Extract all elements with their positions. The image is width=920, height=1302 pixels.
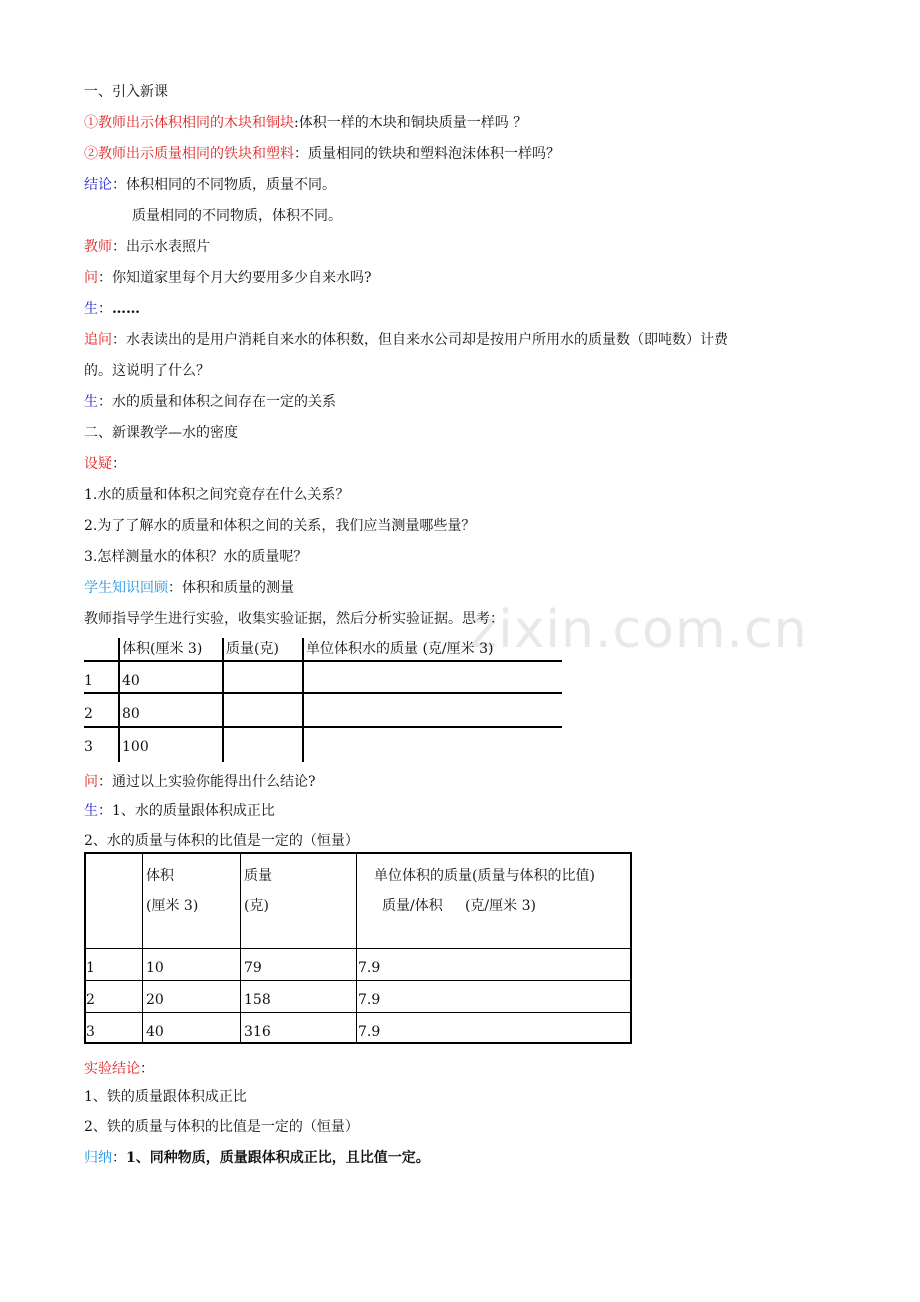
- followup-sep: ：: [112, 332, 126, 348]
- water-point-2: 2、水的质量与体积的比值是一定的（恒量）: [84, 833, 359, 849]
- student-text-3: 1、水的质量跟体积成正比: [112, 803, 275, 819]
- ask-sep-1: ：: [98, 270, 112, 286]
- experiment-conclusion-sep: ：: [140, 1061, 154, 1077]
- iron-point-1: 1、铁的质量跟体积成正比: [84, 1089, 247, 1105]
- summary-sep: ：: [112, 1150, 126, 1166]
- question-iron-plastic-text: ：质量相同的铁块和塑料泡沫体积一样吗？: [294, 146, 560, 162]
- question-iron-plastic: [84, 144, 560, 164]
- table2-row-ratio: 7.9: [358, 960, 381, 976]
- conclusion-line-2: 质量相同的不同物质，体积不同。: [132, 208, 342, 224]
- table2-row-mass: 79: [244, 960, 262, 976]
- student-line-3: [84, 801, 275, 821]
- student-sep-3: ：: [98, 803, 112, 819]
- followup-text-1: 水表读出的是用户消耗自来水的体积数，但自来水公司却是按用户所用水的质量数（即吨数）计费: [126, 332, 728, 348]
- summary-label: 归纳: [84, 1150, 112, 1166]
- table2-row-mass: 158: [244, 992, 271, 1008]
- table1-row-index: 2: [84, 706, 93, 722]
- table1-row-volume: 80: [122, 706, 140, 722]
- section1-title: 一、引入新课: [84, 84, 168, 100]
- table1-divider: [222, 638, 224, 762]
- table2-row-volume: 20: [146, 992, 164, 1008]
- table1-row-index: 3: [84, 739, 93, 755]
- table1-rule: [84, 692, 562, 694]
- ask-sep-2: ：: [98, 774, 112, 790]
- summary-line: [84, 1148, 430, 1168]
- followup-label: 追问: [84, 332, 112, 348]
- table1-row-index: 1: [84, 673, 93, 689]
- student-text-1: ……: [112, 301, 140, 317]
- conclusion-line-1: [84, 175, 336, 195]
- table1-header-volume: 体积(厘米 3): [122, 641, 203, 657]
- doubt-item-3: 3.怎样测量水的体积？水的质量呢？: [84, 549, 308, 565]
- ask-label-2: 问: [84, 774, 98, 790]
- table1-row-volume: 100: [122, 739, 149, 755]
- teacher-label: 教师: [84, 239, 112, 255]
- student-sep-1: ：: [98, 301, 112, 317]
- student-label-2: 生: [84, 394, 98, 410]
- table2-row-mass: 316: [244, 1024, 271, 1040]
- conclusion-label: 结论: [84, 177, 112, 193]
- table2-rule: [86, 980, 630, 981]
- experiment-conclusion-label: 实验结论: [84, 1061, 140, 1077]
- question-wood-copper-text: :体积一样的木块和铜块质量一样吗 ？: [294, 115, 528, 131]
- teacher-line: [84, 237, 210, 257]
- table2-header-ratio-unit: 质量/体积 (克/厘米 3): [382, 898, 536, 914]
- student-text-2: 水的质量和体积之间存在一定的关系: [112, 394, 336, 410]
- ask-text-2: 通过以上实验你能得出什么结论?: [112, 774, 316, 790]
- student-label-1: 生: [84, 301, 98, 317]
- table2-header-mass-unit: (克): [244, 898, 269, 914]
- watermark: zixin.com.cn: [470, 600, 808, 660]
- student-sep-2: ：: [98, 394, 112, 410]
- conclusion-text-1: 体积相同的不同物质，质量不同。: [126, 177, 336, 193]
- review-label: 学生知识回顾: [84, 580, 168, 596]
- experiment-conclusion-heading: [84, 1059, 154, 1079]
- table2-row-volume: 40: [146, 1024, 164, 1040]
- student-label-3: 生: [84, 803, 98, 819]
- table2-rule: [86, 1012, 630, 1013]
- table2-header-volume: 体积: [146, 868, 174, 884]
- question-wood-copper: [84, 113, 527, 133]
- table2-row-index: 1: [86, 960, 95, 976]
- doubt-heading: [84, 454, 126, 474]
- table1-header-ratio: 单位体积水的质量 (克/厘米 3): [306, 641, 494, 657]
- table1-header-mass: 质量(克): [226, 641, 279, 657]
- table2-row-index: 2: [86, 992, 95, 1008]
- teacher-sep: ：: [112, 239, 126, 255]
- summary-text: 1、同种物质，质量跟体积成正比，且比值一定。: [126, 1150, 430, 1166]
- teacher-text: 出示水表照片: [126, 239, 210, 255]
- ask-label-1: 问: [84, 270, 98, 286]
- followup-line-2: 的。这说明了什么？: [84, 363, 210, 379]
- iron-point-2: 2、铁的质量与体积的比值是一定的（恒量）: [84, 1119, 359, 1135]
- doubt-item-2: 2.为了了解水的质量和体积之间的关系，我们应当测量哪些量？: [84, 518, 476, 534]
- student-line-1: [84, 299, 140, 319]
- table2-header-mass: 质量: [244, 868, 272, 884]
- student-line-2: [84, 392, 336, 412]
- doubt-item-1: 1.水的质量和体积之间究竟存在什么关系？: [84, 487, 350, 503]
- table1-rule: [84, 726, 562, 728]
- table1-divider: [302, 638, 304, 762]
- review-text: 体积和质量的测量: [182, 580, 294, 596]
- followup-line-1: [84, 330, 728, 350]
- table2-rule: [86, 948, 630, 949]
- table2-row-ratio: 7.9: [358, 992, 381, 1008]
- water-data-table: [84, 638, 564, 762]
- doubt-sep: ：: [112, 456, 126, 472]
- question-wood-copper-prompt: ①教师出示体积相同的木块和铜块: [84, 115, 294, 131]
- doubt-label: 设疑: [84, 456, 112, 472]
- table2-header-ratio: 单位体积的质量(质量与体积的比值): [374, 868, 595, 884]
- ask-line-1: [84, 268, 372, 288]
- table2-row-volume: 10: [146, 960, 164, 976]
- table2-row-index: 3: [86, 1024, 95, 1040]
- section2-title: 二、新课教学—水的密度: [84, 425, 238, 441]
- ask-text-1: 你知道家里每个月大约要用多少自来水吗?: [112, 270, 372, 286]
- conclusion-sep: ：: [112, 177, 126, 193]
- table1-divider: [118, 638, 120, 762]
- iron-data-table: [84, 852, 632, 1044]
- review-line: [84, 578, 294, 598]
- question-iron-plastic-prompt: ②教师出示质量相同的铁块和塑料: [84, 146, 294, 162]
- table2-header-volume-unit: (厘米 3): [146, 898, 199, 914]
- table1-rule: [84, 660, 562, 662]
- table2-row-ratio: 7.9: [358, 1024, 381, 1040]
- review-sep: ：: [168, 580, 182, 596]
- table1-row-volume: 40: [122, 673, 140, 689]
- ask-line-2: [84, 772, 316, 792]
- guide-text: 教师指导学生进行实验，收集实验证据，然后分析实验证据。思考：: [84, 611, 504, 627]
